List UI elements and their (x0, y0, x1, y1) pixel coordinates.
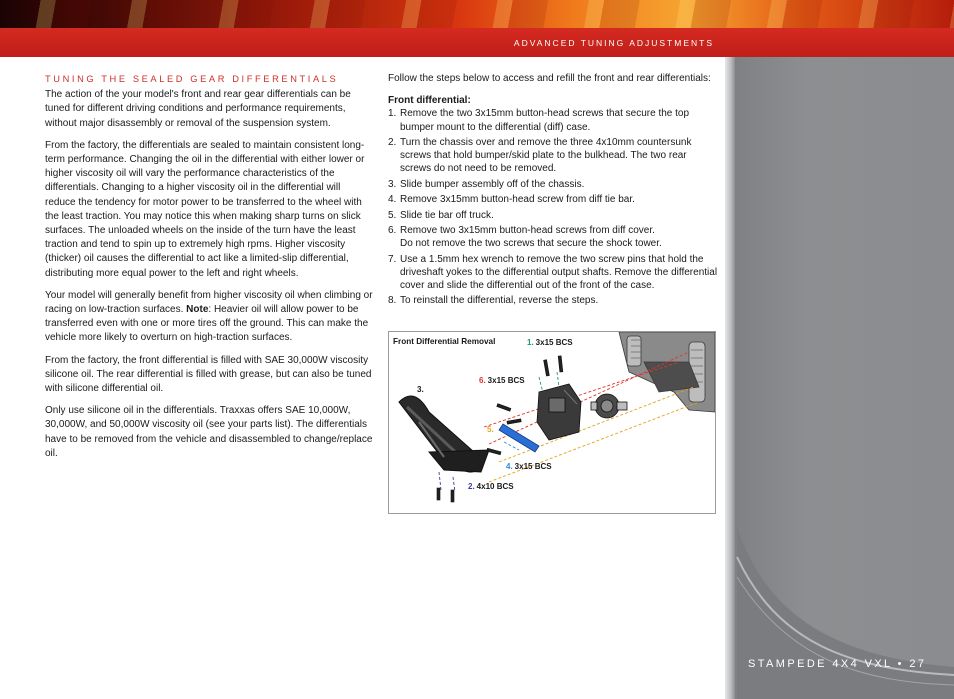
step-text: Slide bumper assembly off of the chassis. (400, 178, 585, 190)
step-item (388, 253, 718, 293)
callout-number: 4. (506, 462, 513, 471)
step-text: Turn the chassis over and remove the three 4x10mm countersunk screws that hold bumper/skid plate to the bulkhead. The two rear screws do not need to be removed. (400, 137, 692, 175)
right-column (388, 72, 718, 310)
text-span: : Heavier oil will allow power to be transferred even with one or more tires off the ground. This can make the vehicle more likely to overturn on high-traction surfaces. (45, 304, 369, 344)
step-number: 3. (388, 178, 397, 190)
step-number: 5. (388, 209, 397, 221)
panel-swoosh-graphic (727, 57, 954, 699)
step-text: Remove 3x15mm button-head screw from diff tie bar. (400, 194, 635, 206)
header-graphic-strip (0, 0, 954, 28)
callout-step-1 (527, 338, 573, 347)
step-text: Remove two 3x15mm button-head screws from diff cover. Do not remove the two screws that secure the shock tower. (400, 224, 662, 250)
paragraph-intro: The action of the your model's front and rear gear differentials can be tuned for different driving conditions and performance requirements, without major disassembly or removal of the suspension system. (45, 89, 351, 129)
step-item (388, 294, 718, 307)
header-band (0, 28, 954, 57)
callout-number: 1. (527, 338, 534, 347)
front-differential-heading: Front differential: (388, 95, 471, 107)
step-text: To reinstall the differential, reverse the steps. (400, 295, 599, 307)
step-text: Use a 1.5mm hex wrench to remove the two screw pins that hold the driveshaft yokes to the differential output shafts. Remove the differential cover and slide the differential out of the front of the case. (400, 253, 718, 291)
step-item (388, 224, 718, 250)
steps-intro: Follow the steps below to access and refill the front and rear differentials: (388, 73, 711, 84)
step-number: 7. (388, 253, 397, 265)
callout-number: 3. (417, 385, 424, 394)
callout-label: 4x10 BCS (476, 482, 514, 491)
step-item (388, 178, 718, 191)
callout-step-3 (417, 385, 426, 394)
note-label: Note (186, 304, 209, 316)
text-span: Your model will generally benefit from higher viscosity oil when climbing or racing on low-traction surfaces. (45, 289, 373, 316)
step-number: 8. (388, 295, 397, 307)
section-heading: TUNING THE SEALED GEAR DIFFERENTIALS (45, 74, 339, 84)
page-footer: STAMPEDE 4X4 VXL • 27 (748, 658, 927, 670)
paragraph-factory-sealed: From the factory, the differentials are sealed to maintain consistent long-term performance. Changing the oil in the differential with either lower or higher viscosity oil will vary the performance characteristics of the differentials. Changing to a higher viscosity oil in the differential will reduce the tendency for motor power to be transferred to the wheel with the least traction. You may notice this when making sharp turns on slick surfaces. The unloaded wheels on the inside of the turn have the least traction and tend to spin up to extremely high rpms. Higher viscosity (thicker) oil causes the differential to act like a limited-slip differential, distributing more equal power to the left and right wheels. (45, 139, 365, 279)
exploded-view-illustration (389, 332, 715, 513)
step-text: Slide tie bar off truck. (400, 209, 494, 221)
step-number: 4. (388, 194, 397, 206)
paragraph-silicone-only: Only use silicone oil in the differentials. Traxxas offers SAE 10,000W, 30,000W, and 50,000W viscosity oil (see your parts list). The differentials have to be removed from the vehicle and disassembled to change/replace oil. (45, 405, 373, 459)
step-text: Remove the two 3x15mm button-head screws that secure the top bumper mount to the differential (diff) case. (400, 108, 690, 133)
callout-number: 5. (487, 425, 494, 434)
left-column (45, 72, 373, 469)
step-number: 1. (388, 108, 397, 120)
callout-label: 3x15 BCS (487, 376, 525, 385)
callout-step-4 (506, 462, 552, 471)
callout-step-5 (487, 425, 496, 434)
step-number: 2. (388, 137, 397, 148)
callout-label: 3x15 BCS (514, 462, 552, 471)
step-item (388, 107, 718, 133)
paragraph-factory-fill: From the factory, the front differential is filled with SAE 30,000W viscosity silicone oil. The rear differential is filled with grease, but can also be tuned with silicone differential oil. (45, 354, 372, 395)
step-number: 6. (388, 224, 397, 236)
callout-number: 6. (479, 376, 486, 385)
callout-step-6 (479, 376, 525, 385)
step-item (388, 193, 718, 206)
paragraph-viscosity-benefit (45, 289, 373, 346)
callout-number: 2. (468, 482, 475, 491)
step-item (388, 209, 718, 222)
step-item (388, 136, 718, 176)
differential-removal-figure (388, 331, 716, 514)
steps-list (388, 107, 718, 307)
callout-step-2 (468, 482, 514, 491)
figure-title: Front Differential Removal (393, 337, 496, 346)
section-band-title: ADVANCED TUNING ADJUSTMENTS (513, 38, 714, 48)
side-decorative-panel (727, 57, 954, 699)
callout-label: 3x15 BCS (535, 338, 573, 347)
